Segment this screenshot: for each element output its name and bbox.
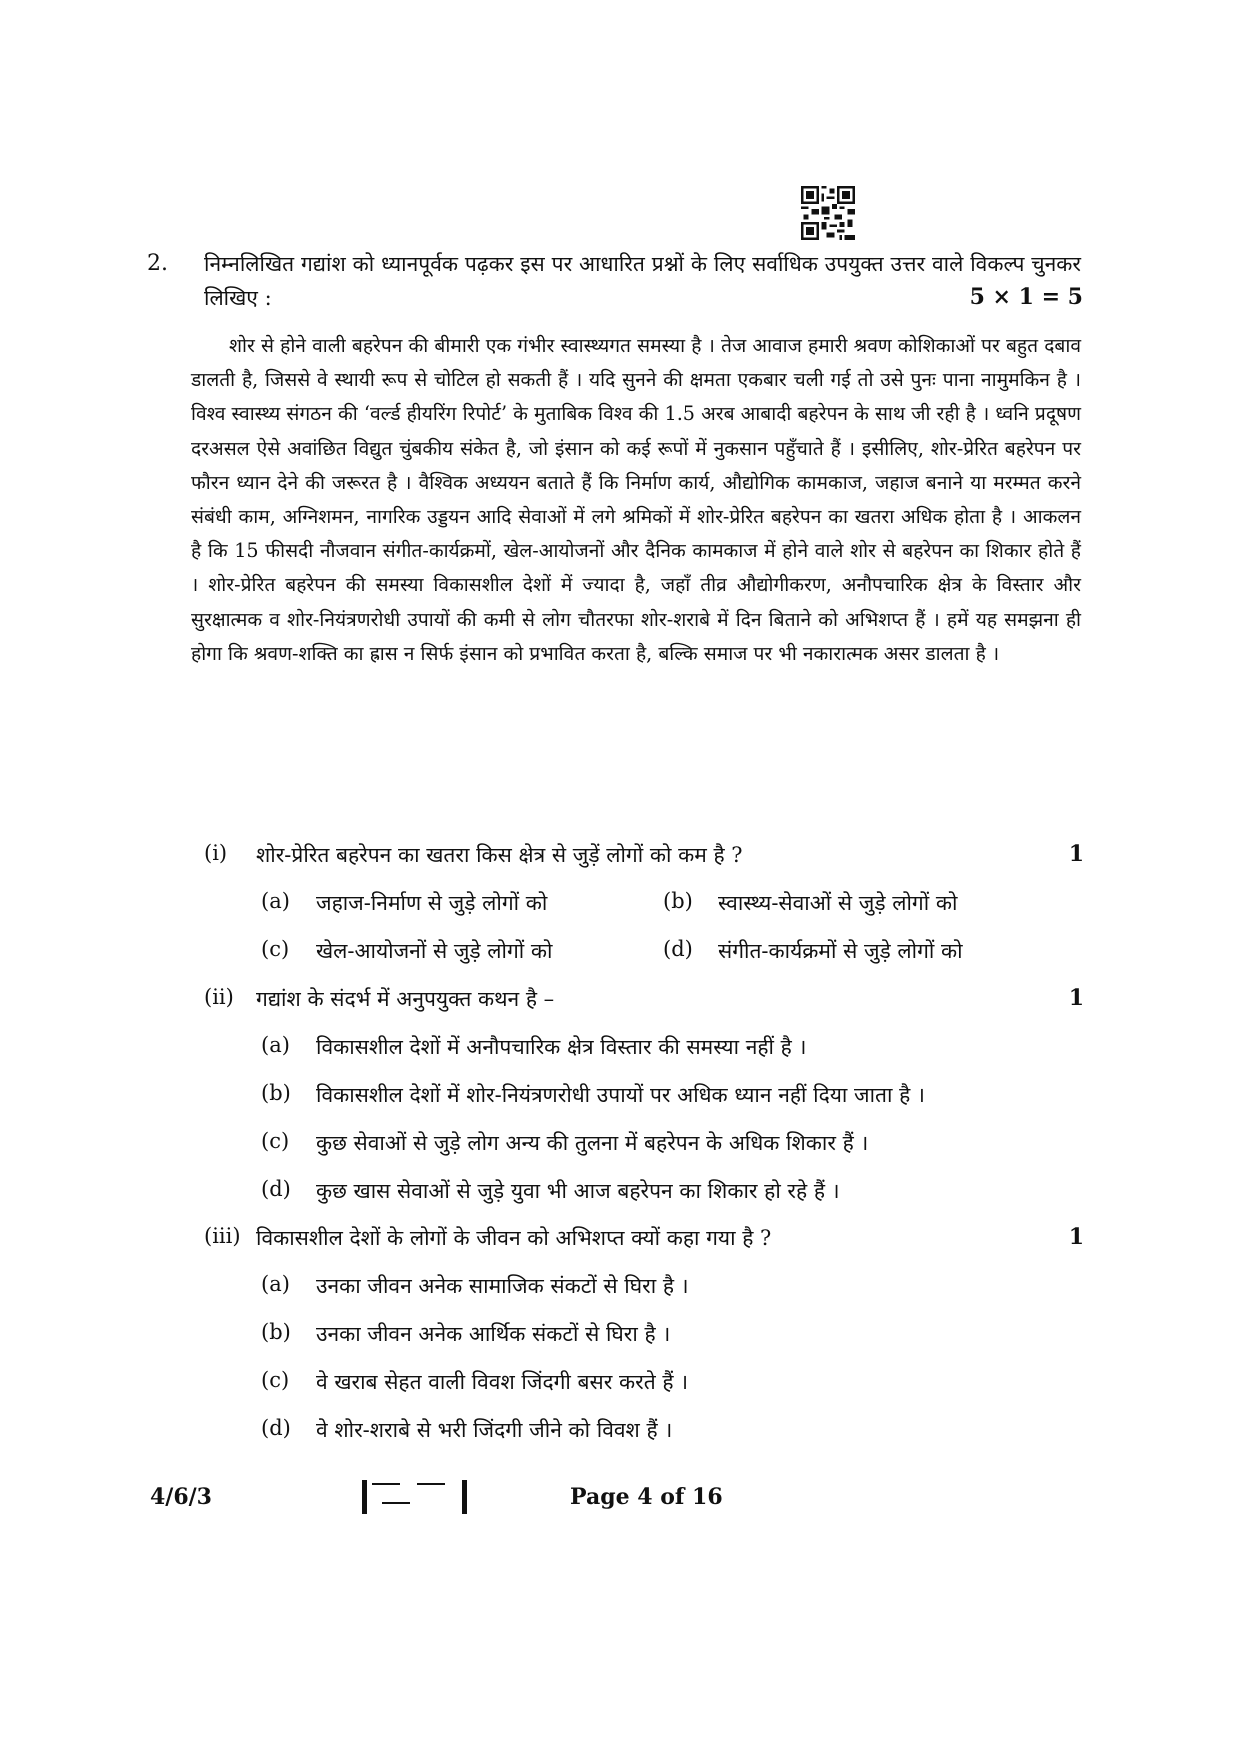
option-text: कुछ सेवाओं से जुड़े लोग अन्य की तुलना में बहरेपन के अधिक शिकार हैं । [316, 1131, 869, 1155]
option-letter: (d) [261, 1177, 291, 1201]
option-text: खेल-आयोजनों से जुड़े लोगों को [316, 939, 553, 963]
option-letter: (d) [663, 937, 693, 961]
option-text: विकासशील देशों में शोर-नियंत्रणरोधी उपायों पर अधिक ध्यान नहीं दिया जाता है । [316, 1083, 925, 1107]
subquestion-mark: 1 [1068, 1224, 1084, 1250]
paper-code: 4/6/3 [150, 1484, 212, 1510]
option-text: कुछ खास सेवाओं से जुड़े युवा भी आज बहरेपन का शिकार हो रहे हैं । [316, 1179, 840, 1203]
option-text: जहाज-निर्माण से जुड़े लोगों को [316, 891, 548, 915]
qr-code-icon [801, 186, 855, 240]
question-marks-total: 5 × 1 = 5 [969, 284, 1083, 310]
option-text: उनका जीवन अनेक सामाजिक संकटों से घिरा है । [316, 1274, 689, 1298]
option-letter: (a) [261, 1272, 290, 1296]
question-instruction: निम्नलिखित गद्यांश को ध्यानपूर्वक पढ़कर इस पर आधारित प्रश्नों के लिए सर्वाधिक उपयुक्त उत्तर वाले विकल्प चुनकर लिखिए : [204, 252, 1081, 310]
subquestion-mark: 1 [1068, 841, 1084, 867]
option-text: उनका जीवन अनेक आर्थिक संकटों से घिरा है । [316, 1322, 671, 1346]
option-text: वे शोर-शराबे से भरी जिंदगी जीने को विवश हैं । [316, 1418, 673, 1442]
option-text: स्वास्थ्य-सेवाओं से जुड़े लोगों को [718, 891, 958, 915]
option-letter: (a) [261, 889, 290, 913]
subquestion-number: (i) [204, 841, 228, 865]
subquestion-stem: शोर-प्रेरित बहरेपन का खतरा किस क्षेत्र से जुड़ें लोगों को कम है ? [256, 843, 743, 867]
page-number: Page 4 of 16 [570, 1484, 723, 1510]
subquestion-stem: गद्यांश के संदर्भ में अनुपयुक्त कथन है – [256, 987, 555, 1011]
option-text: विकासशील देशों में अनौपचारिक क्षेत्र विस्तार की समस्या नहीं है । [316, 1035, 807, 1059]
option-text: वे खराब सेहत वाली विवश जिंदगी बसर करते हैं । [316, 1370, 689, 1394]
option-letter: (b) [663, 889, 693, 913]
barcode-icon [362, 1480, 472, 1514]
subquestion-number: (ii) [204, 985, 234, 1009]
option-letter: (b) [261, 1320, 291, 1344]
option-text: संगीत-कार्यक्रमों से जुड़े लोगों को [718, 939, 963, 963]
subquestion-number: (iii) [204, 1224, 241, 1248]
subquestion-mark: 1 [1068, 985, 1084, 1011]
option-letter: (c) [261, 1368, 290, 1392]
option-letter: (a) [261, 1033, 290, 1057]
option-letter: (b) [261, 1081, 291, 1105]
subquestion-stem: विकासशील देशों के लोगों के जीवन को अभिशप्त क्यों कहा गया है ? [256, 1226, 772, 1250]
question-number: 2. [147, 251, 168, 276]
option-letter: (c) [261, 1129, 290, 1153]
passage-text: शोर से होने वाली बहरेपन की बीमारी एक गंभीर स्वास्थ्यगत समस्या है । तेज आवाज हमारी श्रवण कोशिकाओं पर बहुत दबाव डालती है, जिससे वे स्थायी रूप से चोटिल हो सकती हैं । यदि सुनने की क्षमता एकबार चली गई तो उसे पुनः पाना नामुमकिन है । विश्व स्वास्थ्य संगठन की ‘वर्ल्ड हीयरिंग रिपोर्ट’ के मुताबिक विश्व की 1.5 अरब आबादी बहरेपन के साथ जी रही है । ध्वनि प्रदूषण दरअसल ऐसे अवांछित विद्युत चुंबकीय संकेत है, जो इंसान को कई रूपों में नुकसान पहुँचाते हैं । इसीलिए, शोर-प्रेरित बहरेपन पर फौरन ध्यान देने की जरूरत है । वैश्विक अध्ययन बताते हैं कि निर्माण कार्य, औद्योगिक कामकाज, जहाज बनाने या मरम्मत करने संबंधी काम, अग्निशमन, नागरिक उड्डयन आदि सेवाओं में लगे श्रमिकों में शोर-प्रेरित बहरेपन का खतरा अधिक होता है । आकलन है कि 15 फीसदी नौजवान संगीत-कार्यक्रमों, खेल-आयोजनों और दैनिक कामकाज में होने वाले शोर से बहरेपन का शिकार होते हैं । शोर-प्रेरित बहरेपन की समस्या विकासशील देशों में ज्यादा है, जहाँ तीव्र औद्योगीकरण, अनौपचारिक क्षेत्र के विस्तार और सुरक्षात्मक व शोर-नियंत्रणरोधी उपायों की कमी से लोग चौतरफा शोर-शराबे में दिन बिताने को अभिशप्त हैं । हमें यह समझना ही होगा कि श्रवण-शक्ति का ह्रास न सिर्फ इंसान को प्रभावित करता है, बल्कि समाज पर भी नकारात्मक असर डालता है । [191, 334, 1081, 665]
option-letter: (d) [261, 1416, 291, 1440]
option-letter: (c) [261, 937, 290, 961]
